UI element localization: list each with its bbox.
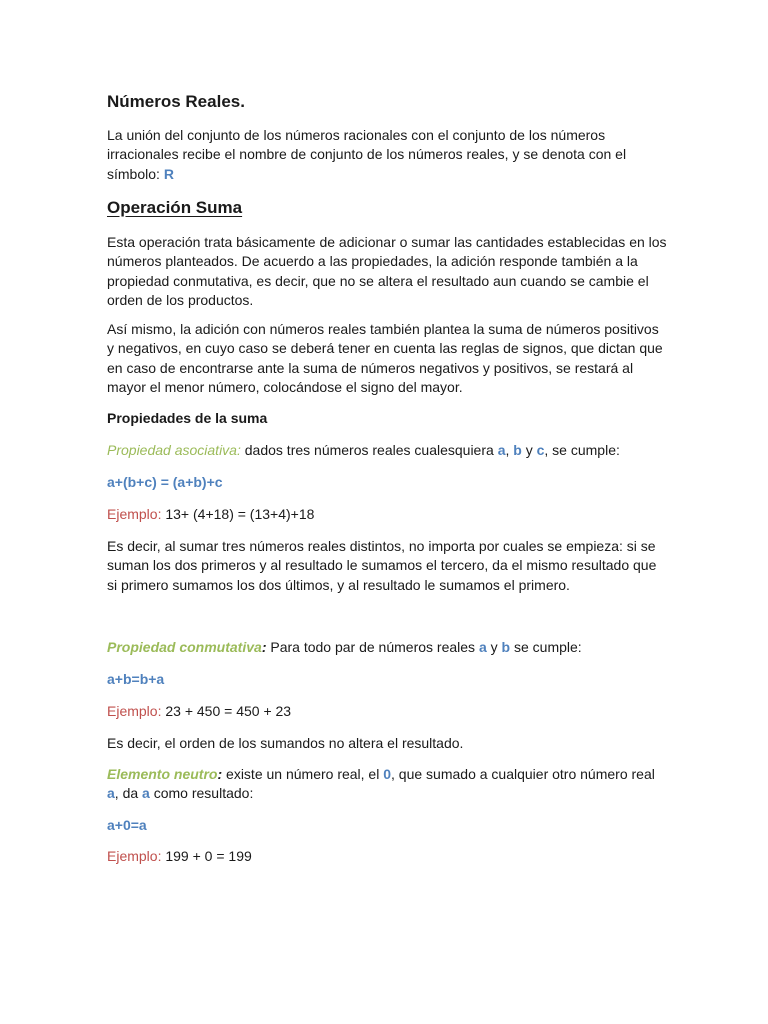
paragraph-suma: Esta operación trata básicamente de adicionar o sumar las cantidades establecidas en los números planteados. De acuerdo a las propiedades, la adición responde también a la propiedad conmutativa, es decir, que no se altera el resultado aun cuando se cambie el orden de los productos. — [107, 234, 667, 309]
conmutativa-statement — [107, 638, 667, 657]
var-a: a — [497, 442, 506, 458]
conmutativa-formula: a+b=b+a — [107, 671, 165, 687]
asociativa-formula: a+(b+c) = (a+b)+c — [107, 474, 223, 490]
var-b: b — [513, 442, 522, 458]
neutro-tail: como resultado: — [149, 785, 254, 802]
real-symbol: R — [163, 165, 174, 182]
asociativa-example — [107, 505, 667, 524]
asociativa-colon: : — [236, 442, 241, 458]
paragraph-signos: Así mismo, la adición con números reales también plantea la suma de números positivos y negativos, en cuyo caso se deberá tener en cuenta las reglas de signos, que dictan que en caso de encontrarse ante la suma de números negativos y positivos, se restará al mayor el menor número, colocándose el signo del mayor. — [107, 321, 663, 396]
section-heading: Operación Suma — [107, 198, 243, 217]
neutro-example — [107, 847, 667, 866]
neutro-label: Elemento neutro — [107, 766, 218, 782]
var-a: a — [478, 639, 487, 655]
conmutativa-example — [107, 702, 667, 721]
example-label: Ejemplo: — [107, 848, 162, 864]
example-label: Ejemplo: — [107, 703, 162, 719]
var-a: a — [107, 785, 115, 802]
asociativa-statement — [107, 441, 667, 460]
sep: y — [521, 442, 537, 458]
example-label: Ejemplo: — [107, 506, 162, 522]
conmutativa-label: Propiedad conmutativa — [107, 639, 262, 655]
sep: , — [505, 442, 514, 458]
subheading-propiedades: Propiedades de la suma — [107, 410, 268, 426]
neutro-text: existe un número real, el — [222, 766, 384, 782]
neutro-colon: : — [217, 766, 223, 782]
var-c: c — [536, 442, 545, 458]
zero-value: 0 — [383, 766, 392, 782]
conmutativa-colon: : — [261, 639, 267, 655]
example-value: 23 + 450 = 450 + 23 — [161, 703, 292, 719]
example-value: 13+ (4+18) = (13+4)+18 — [161, 506, 315, 522]
intro-text: La unión del conjunto de los números racionales con el conjunto de los números irracionales recibe el nombre de conjunto de los números reales, y se denota con el símbolo: — [107, 127, 627, 182]
intro-paragraph — [107, 126, 667, 184]
asociativa-label: Propiedad asociativa — [107, 442, 237, 458]
asociativa-explanation: Es decir, al sumar tres números reales distintos, no importa por cuales se empieza: si se suman los dos primeros y al resultado le sumamos el tercero, da el mismo resultado que si primero sumamos los dos últimos, y al resultado le sumamos el primero. — [107, 538, 657, 593]
neutro-formula: a+0=a — [107, 817, 147, 833]
neutro-text: , da — [114, 785, 143, 802]
sep: y — [486, 639, 502, 655]
neutro-text: , que sumado a cualquier otro número real — [391, 766, 655, 782]
var-a: a — [142, 785, 150, 802]
conmutativa-text: Para todo par de números reales — [266, 639, 479, 655]
page-title: Números Reales. — [107, 92, 245, 111]
var-b: b — [501, 639, 511, 655]
conmutativa-explanation: Es decir, el orden de los sumandos no altera el resultado. — [107, 735, 464, 751]
asociativa-text: dados tres números reales cualesquiera — [240, 442, 498, 458]
neutro-statement — [107, 765, 667, 804]
example-value: 199 + 0 = 199 — [161, 848, 252, 864]
conmutativa-tail: se cumple: — [510, 639, 582, 655]
asociativa-tail: , se cumple: — [544, 442, 620, 458]
